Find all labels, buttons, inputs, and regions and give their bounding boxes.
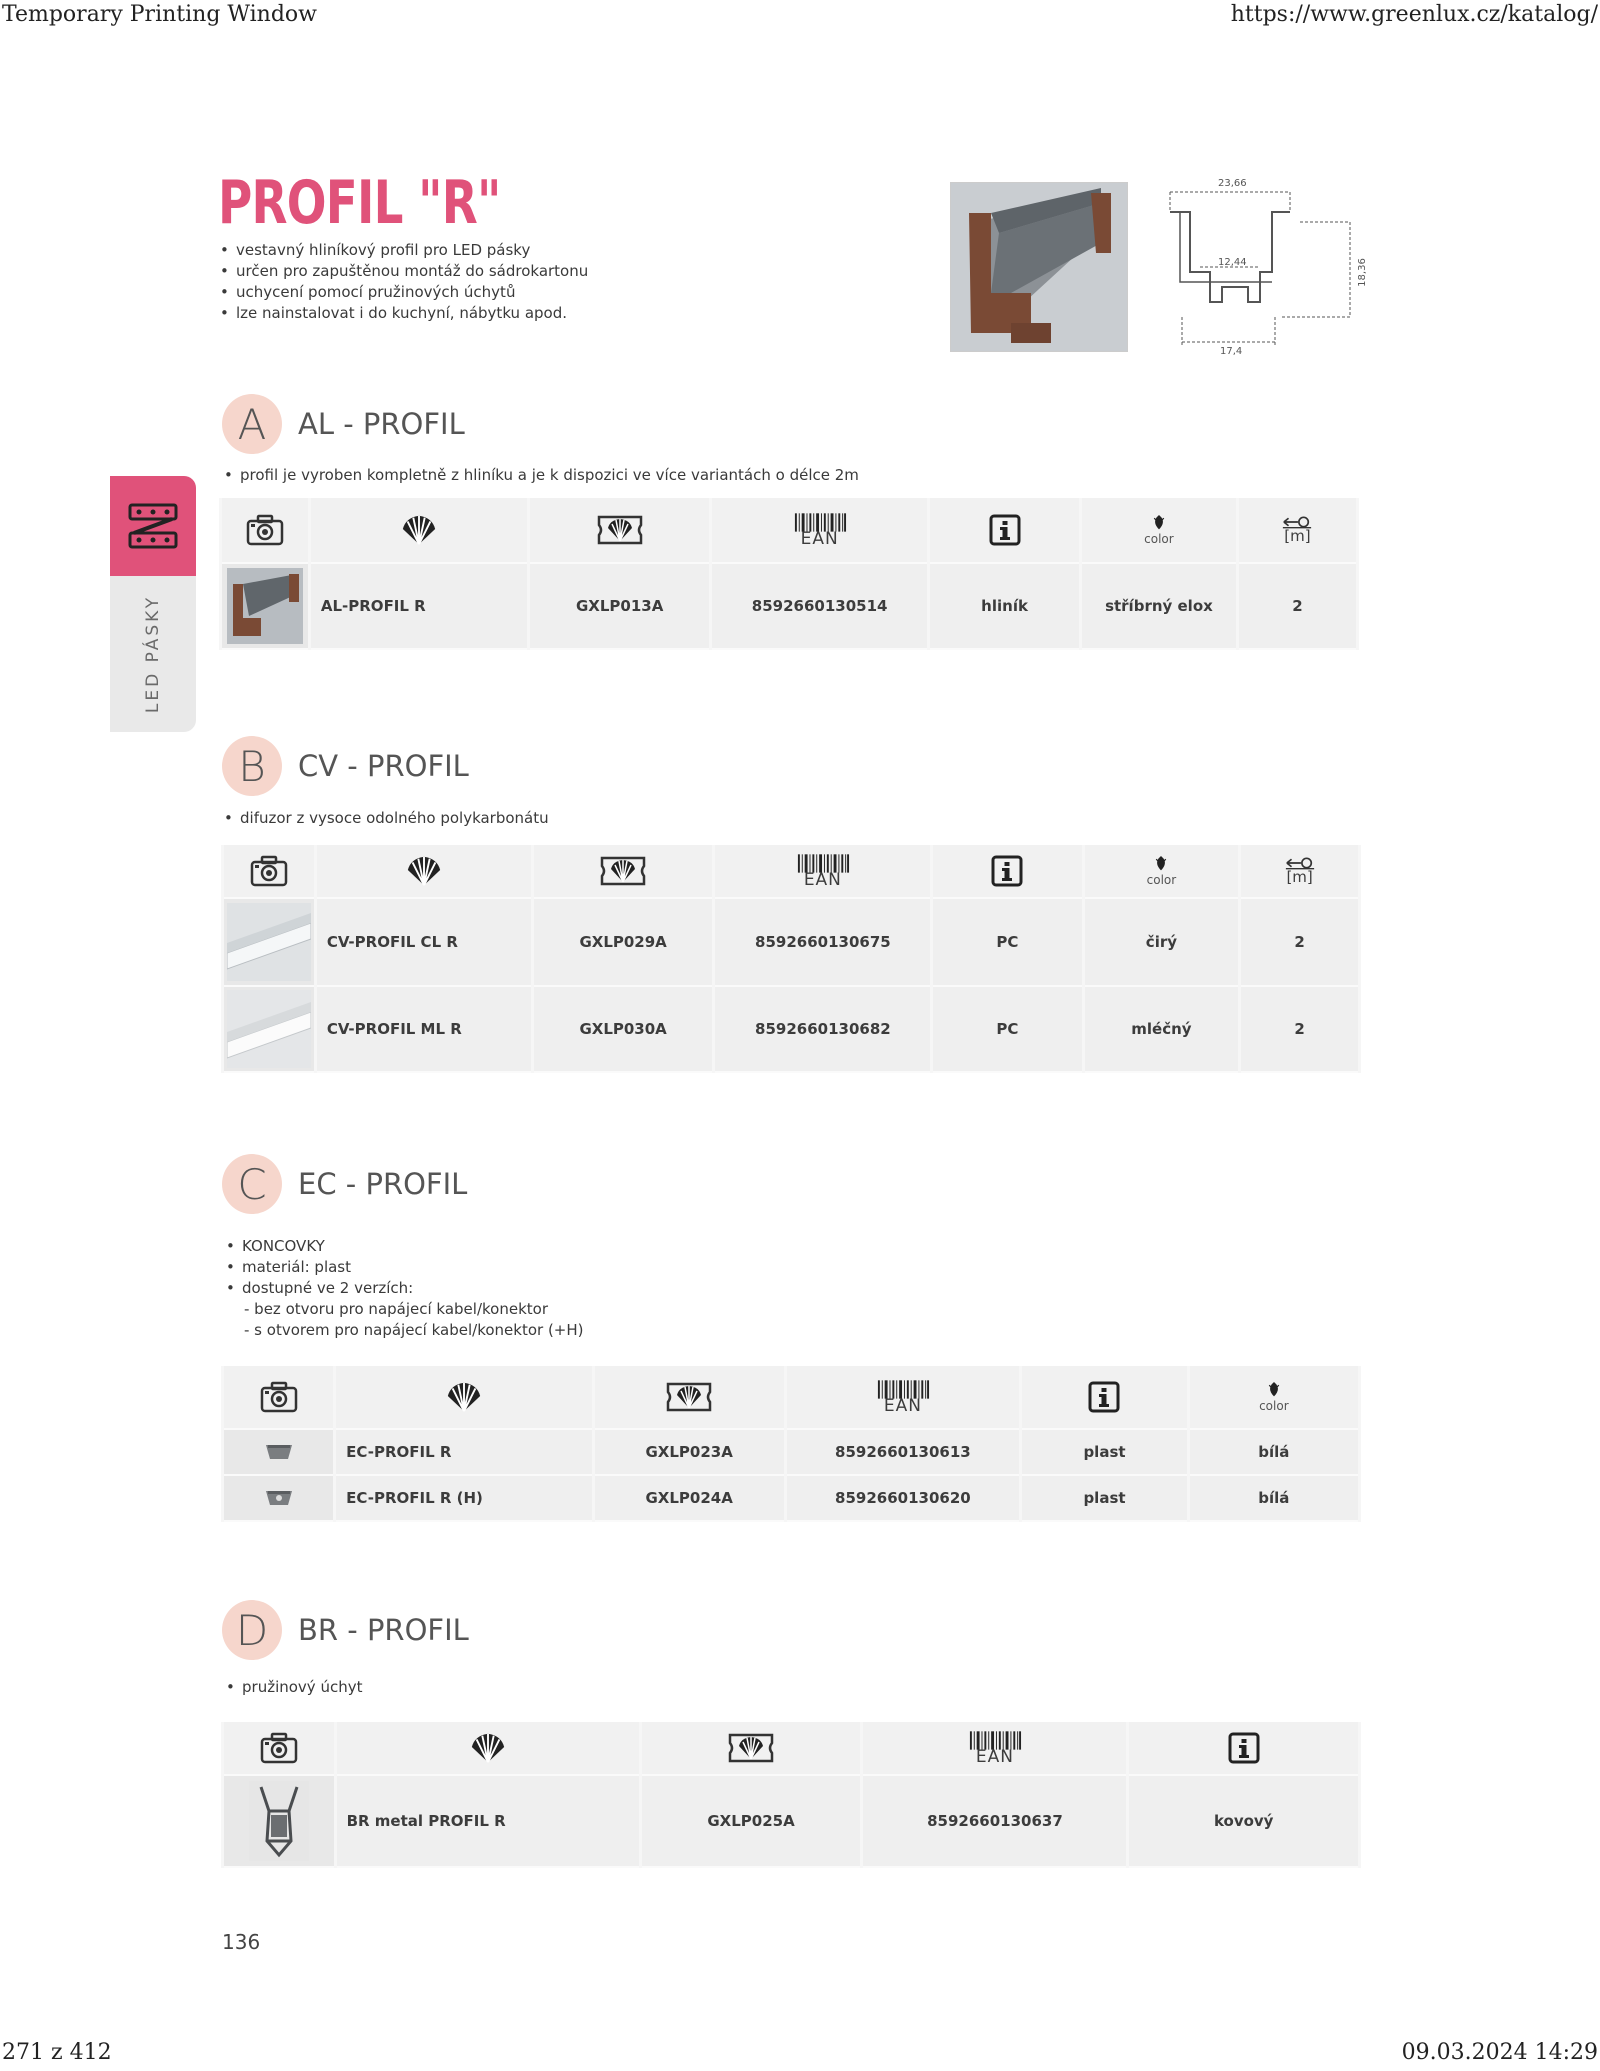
camera-icon: [259, 1380, 299, 1414]
section-title: BR - PROFIL: [298, 1613, 469, 1647]
header-info: [933, 845, 1081, 899]
header-color: [1082, 498, 1236, 564]
dimension-height: 18,36: [1356, 258, 1368, 287]
section-title: AL - PROFIL: [298, 407, 465, 441]
row-name: BR metal PROFIL R: [337, 1776, 639, 1868]
ean-label: EAN: [975, 1747, 1014, 1767]
page-number: 136: [222, 1930, 261, 1954]
shell-box-icon: [598, 854, 648, 888]
length-label: [m]: [1284, 527, 1311, 546]
table-row: [224, 899, 1358, 987]
header-length: [1239, 498, 1356, 564]
shell-box-icon: [595, 513, 645, 547]
color-label: color: [1144, 531, 1174, 546]
section-c-bullets: [224, 1236, 584, 1341]
header-name: [311, 498, 527, 564]
section-bullet: • KONCOVKY: [224, 1236, 584, 1257]
row-color: stříbrný elox: [1082, 564, 1236, 650]
row-material: PC: [933, 987, 1081, 1073]
header-info: [930, 498, 1079, 564]
section-d-table: [221, 1722, 1361, 1868]
header-name: [336, 1366, 592, 1430]
shell-box-icon: [726, 1731, 776, 1765]
table-row: [224, 1430, 1358, 1476]
camera-icon: [245, 513, 285, 547]
section-bullet: • pružinový úchyt: [224, 1677, 362, 1698]
profile-technical-drawing: [1160, 172, 1370, 362]
info-icon: [1087, 1380, 1121, 1414]
shell-icon: [400, 513, 438, 547]
section-a-bullets: [222, 465, 859, 486]
intro-bullet: • vestavný hliníkový profil pro LED pásky: [218, 240, 588, 261]
info-icon: [990, 854, 1024, 888]
info-icon: [1227, 1731, 1261, 1765]
row-code: GXLP013A: [530, 564, 709, 650]
row-material: kovový: [1129, 1776, 1358, 1868]
header-photo: [222, 498, 308, 564]
row-code: GXLP029A: [534, 899, 713, 987]
row-ean: 8592660130613: [787, 1430, 1020, 1476]
section-a-header: [222, 394, 465, 454]
row-photo: [224, 1430, 333, 1476]
section-c-table: [221, 1366, 1361, 1522]
row-name: EC-PROFIL R: [336, 1430, 592, 1476]
header-photo: [224, 1366, 333, 1430]
color-label: color: [1259, 1398, 1289, 1413]
shell-icon: [469, 1731, 507, 1765]
row-code: GXLP023A: [595, 1430, 784, 1476]
row-ean: 8592660130675: [715, 899, 930, 987]
row-color: mléčný: [1085, 987, 1239, 1073]
header-name: [337, 1722, 639, 1776]
row-code: GXLP024A: [595, 1476, 784, 1522]
info-icon: [988, 513, 1022, 547]
section-sub-bullet: - bez otvoru pro napájecí kabel/konektor: [244, 1300, 548, 1318]
section-letter: C: [222, 1154, 282, 1214]
header-code: [534, 845, 713, 899]
section-b-header: [222, 736, 469, 796]
row-photo: [224, 1476, 333, 1522]
row-color: bílá: [1190, 1430, 1358, 1476]
row-material: plast: [1022, 1476, 1186, 1522]
header-length: [1241, 845, 1358, 899]
row-material: hliník: [930, 564, 1079, 650]
row-material: PC: [933, 899, 1081, 987]
row-name: EC-PROFIL R (H): [336, 1476, 592, 1522]
shell-icon: [445, 1380, 483, 1414]
table-row: [224, 987, 1358, 1073]
table-header-row: [222, 498, 1356, 564]
section-c-header: [222, 1154, 467, 1214]
row-photo: [224, 1776, 334, 1868]
row-ean: 8592660130620: [787, 1476, 1020, 1522]
shell-icon: [405, 854, 443, 888]
row-length: 2: [1241, 899, 1358, 987]
row-code: GXLP025A: [642, 1776, 861, 1868]
section-title: CV - PROFIL: [298, 749, 469, 783]
header-color: [1190, 1366, 1358, 1430]
header-code: [530, 498, 709, 564]
color-drop-icon: [1147, 514, 1171, 532]
product-thumbnail: [227, 568, 303, 644]
dimension-inner-width: 12,44: [1218, 257, 1247, 268]
table-row: [224, 1776, 1358, 1868]
row-ean: 8592660130637: [863, 1776, 1126, 1868]
led-strip-icon: [127, 500, 179, 552]
table-row: [224, 1476, 1358, 1522]
section-sub-bullet: - s otvorem pro napájecí kabel/konektor (+H): [244, 1321, 584, 1339]
section-bullet: • materiál: plast: [224, 1257, 584, 1278]
intro-bullet: • uchycení pomocí pružinových úchytů: [218, 282, 588, 303]
row-code: GXLP030A: [534, 987, 713, 1073]
row-photo: [222, 564, 308, 650]
product-thumbnail: [264, 1441, 294, 1463]
section-letter: A: [222, 394, 282, 454]
section-title: EC - PROFIL: [298, 1167, 468, 1201]
header-color: [1085, 845, 1239, 899]
dimension-bottom-width: 17,4: [1220, 346, 1243, 357]
row-name: CV-PROFIL ML R: [317, 987, 531, 1073]
print-url: https://www.greenlux.cz/katalog/: [1230, 2, 1598, 27]
row-photo: [224, 899, 314, 987]
section-bullet: • difuzor z vysoce odolného polykarbonátu: [222, 808, 549, 829]
row-photo: [224, 987, 314, 1073]
ean-label: EAN: [800, 529, 839, 549]
table-header-row: [224, 845, 1358, 899]
intro-bullet-list: [218, 240, 588, 324]
row-color: bílá: [1190, 1476, 1358, 1522]
ean-label: EAN: [803, 870, 842, 890]
section-b-table: [221, 845, 1361, 1073]
header-ean: [715, 845, 930, 899]
color-label: color: [1146, 872, 1177, 887]
side-tab-label: LED PÁSKY: [143, 594, 163, 714]
camera-icon: [259, 1731, 299, 1765]
product-thumbnail: [227, 990, 311, 1068]
row-name: CV-PROFIL CL R: [317, 899, 531, 987]
ean-label: EAN: [883, 1396, 922, 1416]
table-header-row: [224, 1366, 1358, 1430]
intro-bullet: • lze nainstalovat i do kuchyní, nábytku apod.: [218, 303, 588, 324]
product-thumbnail: [227, 903, 311, 981]
table-header-row: [224, 1722, 1358, 1776]
product-thumbnail: [264, 1487, 294, 1509]
header-name: [317, 845, 531, 899]
category-side-tab[interactable]: [110, 476, 196, 732]
section-letter: D: [222, 1600, 282, 1660]
length-label: [m]: [1286, 868, 1313, 887]
color-drop-icon: [1149, 855, 1173, 873]
row-length: 2: [1239, 564, 1356, 650]
header-photo: [224, 845, 314, 899]
section-bullet: • dostupné ve 2 verzích:: [224, 1278, 584, 1299]
section-b-bullets: [222, 808, 549, 829]
color-drop-icon: [1262, 1381, 1286, 1399]
row-length: 2: [1241, 987, 1358, 1073]
header-code: [595, 1366, 784, 1430]
shell-box-icon: [664, 1380, 714, 1414]
section-letter: B: [222, 736, 282, 796]
row-material: plast: [1022, 1430, 1186, 1476]
row-name: AL-PROFIL R: [311, 564, 527, 650]
header-ean: [787, 1366, 1020, 1430]
header-code: [642, 1722, 861, 1776]
header-ean: [712, 498, 927, 564]
table-row: [222, 564, 1356, 650]
header-info: [1022, 1366, 1186, 1430]
row-color: čirý: [1085, 899, 1239, 987]
row-ean: 8592660130682: [715, 987, 930, 1073]
intro-bullet: • určen pro zapuštěnou montáž do sádrokartonu: [218, 261, 588, 282]
dimension-top-width: 23,66: [1218, 178, 1247, 189]
section-d-bullets: [224, 1677, 362, 1698]
section-bullet: • profil je vyroben kompletně z hliníku a je k dispozici ve více variantách o délce 2m: [222, 465, 859, 486]
page-counter: 271 z 412: [2, 2040, 112, 2065]
product-thumbnail: [249, 1781, 309, 1861]
section-d-header: [222, 1600, 469, 1660]
print-window-title: Temporary Printing Window: [2, 2, 317, 27]
side-tab-icon-box: [110, 476, 196, 576]
print-timestamp: 09.03.2024 14:29: [1401, 2040, 1598, 2065]
camera-icon: [249, 854, 289, 888]
row-ean: 8592660130514: [712, 564, 927, 650]
section-a-table: [219, 498, 1359, 650]
product-photo: [950, 182, 1128, 352]
header-info: [1129, 1722, 1358, 1776]
page-title: PROFIL "R": [218, 168, 501, 238]
header-photo: [224, 1722, 334, 1776]
header-ean: [863, 1722, 1126, 1776]
